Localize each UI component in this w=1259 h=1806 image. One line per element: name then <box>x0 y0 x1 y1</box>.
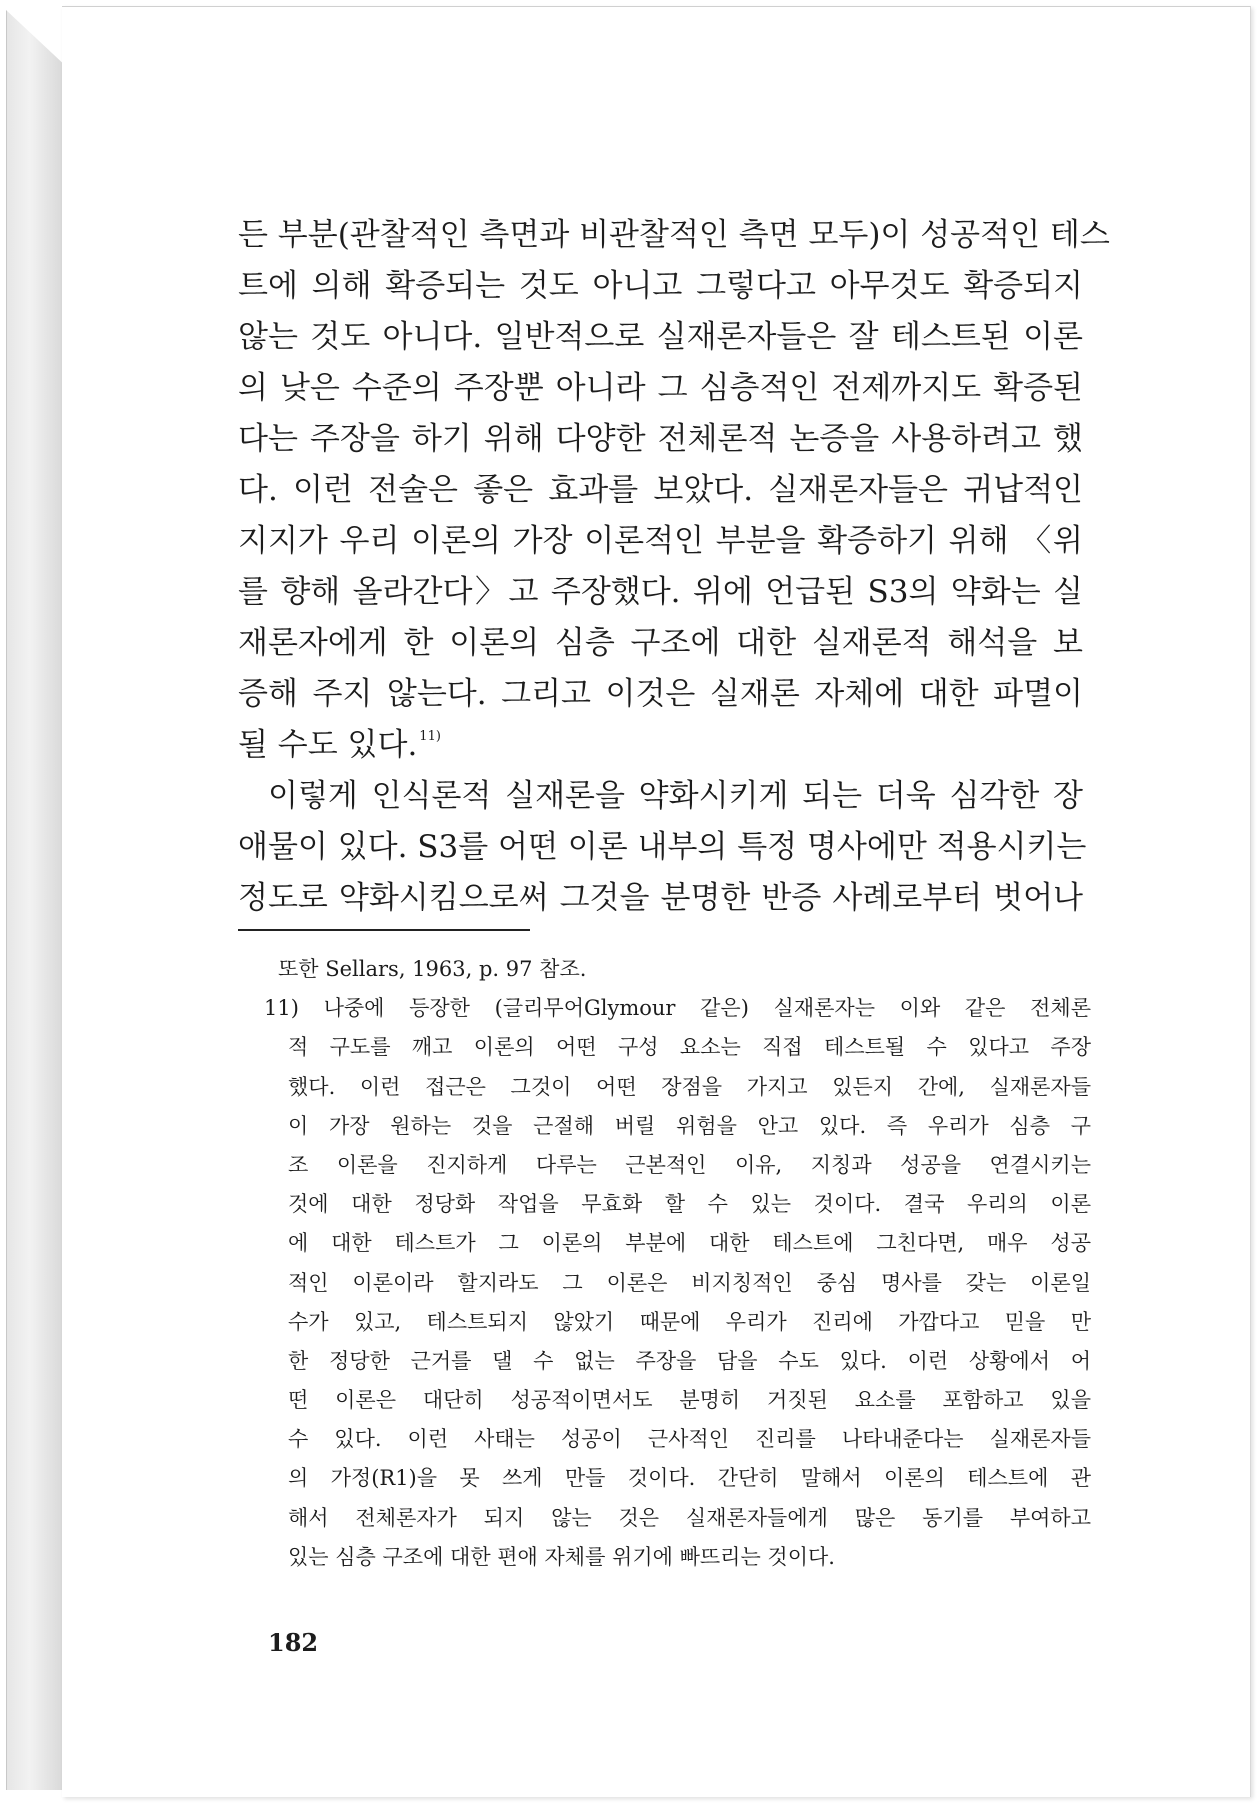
footnote-11-line: 수가 있고, 테스트되지 않았기 때문에 우리가 진리에 가깝다고 믿을 만 <box>288 1309 1091 1334</box>
footnote-11-line: 했다. 이런 접근은 그것이 어떤 장점을 가지고 있든지 간에, 실재론자들 <box>288 1074 1091 1099</box>
body-line: 재론자에게 한 이론의 심층 구조에 대한 실재론적 해석을 보 <box>238 625 1083 661</box>
body-line: 의 낮은 수준의 주장뿐 아니라 그 심층적인 전제까지도 확증된 <box>238 370 1083 406</box>
footnote-11-line: 에 대한 테스트가 그 이론의 부분에 대한 테스트에 그친다면, 매우 성공 <box>288 1231 1091 1256</box>
page-number: 182 <box>268 1628 319 1657</box>
footnotes <box>266 950 1091 1577</box>
body-line: 다. 이런 전술은 좋은 효과를 보았다. 실재론자들은 귀납적인 <box>238 472 1083 508</box>
footnote-11-line: 것에 대한 정당화 작업을 무효화 할 수 있는 것이다. 결국 우리의 이론 <box>288 1192 1091 1217</box>
body-text <box>238 210 1110 924</box>
footnote-11-line: 이 가장 원하는 것을 근절해 버릴 위험을 안고 있다. 즉 우리가 심층 구 <box>288 1113 1091 1138</box>
footnote-11-line: 11) 나중에 등장한 (글리무어Glymour 같은) 실재론자는 이와 같은 전체론 <box>264 996 1091 1021</box>
footnote-11-line: 해서 전체론자가 되지 않는 것은 실재론자들에게 많은 동기를 부여하고 <box>288 1505 1091 1530</box>
body-line: 든 부분(관찰적인 측면과 비관찰적인 측면 모두)이 성공적인 테스 <box>238 217 1110 253</box>
body-line: 않는 것도 아니다. 일반적으로 실재론자들은 잘 테스트된 이론 <box>238 319 1083 355</box>
footnote-11-line: 한 정당한 근거를 댈 수 없는 주장을 담을 수도 있다. 이런 상황에서 어 <box>288 1348 1091 1373</box>
footnote-11-line: 조 이론을 진지하게 다루는 근본적인 이유, 지칭과 성공을 연결시키는 <box>288 1152 1091 1177</box>
footnote-11-line: 적인 이론이라 할지라도 그 이론은 비지칭적인 중심 명사를 갖는 이론일 <box>288 1270 1091 1295</box>
book-edge <box>6 10 63 1790</box>
body-line: 증해 주지 않는다. 그리고 이것은 실재론 자체에 대한 파멸이 <box>238 676 1083 712</box>
body-line: 다는 주장을 하기 위해 다양한 전체론적 논증을 사용하려고 했 <box>238 421 1083 457</box>
footnote-separator <box>238 929 530 931</box>
footnote-11-line: 의 가정(R1)을 못 쓰게 만들 것이다. 간단히 말해서 이론의 테스트에 관 <box>288 1466 1091 1491</box>
footnote-11-line: 있는 심층 구조에 대한 편애 자체를 위기에 빠뜨리는 것이다. <box>288 1544 835 1569</box>
body-line: 트에 의해 확증되는 것도 아니고 그렇다고 아무것도 확증되지 <box>238 268 1083 304</box>
body-line-text: 될 수도 있다. <box>238 727 418 763</box>
body-line: 이렇게 인식론적 실재론을 약화시키게 되는 더욱 심각한 장 <box>268 778 1083 814</box>
body-line: 지지가 우리 이론의 가장 이론적인 부분을 확증하기 위해 〈위 <box>238 523 1083 559</box>
footnote-11-line: 적 구도를 깨고 이론의 어떤 구성 요소는 직접 테스트될 수 있다고 주장 <box>288 1035 1091 1060</box>
footnote-11-line: 떤 이론은 대단히 성공적이면서도 분명히 거짓된 요소를 포함하고 있을 <box>288 1388 1091 1413</box>
footnote-continuation: 또한 Sellars, 1963, p. 97 참조. <box>278 957 587 981</box>
body-line: 를 향해 올라간다〉고 주장했다. 위에 언급된 S3의 약화는 실 <box>238 574 1083 610</box>
body-line: 애물이 있다. S3를 어떤 이론 내부의 특정 명사에만 적용시키는 <box>238 829 1087 865</box>
body-line-with-footnote-ref <box>238 720 1083 771</box>
footnote-11-line: 수 있다. 이런 사태는 성공이 근사적인 진리를 나타내준다는 실재론자들 <box>288 1427 1091 1452</box>
body-line: 정도로 약화시킴으로써 그것을 분명한 반증 사례로부터 벗어나 <box>238 880 1083 916</box>
footnote-ref: 11) <box>419 728 441 744</box>
